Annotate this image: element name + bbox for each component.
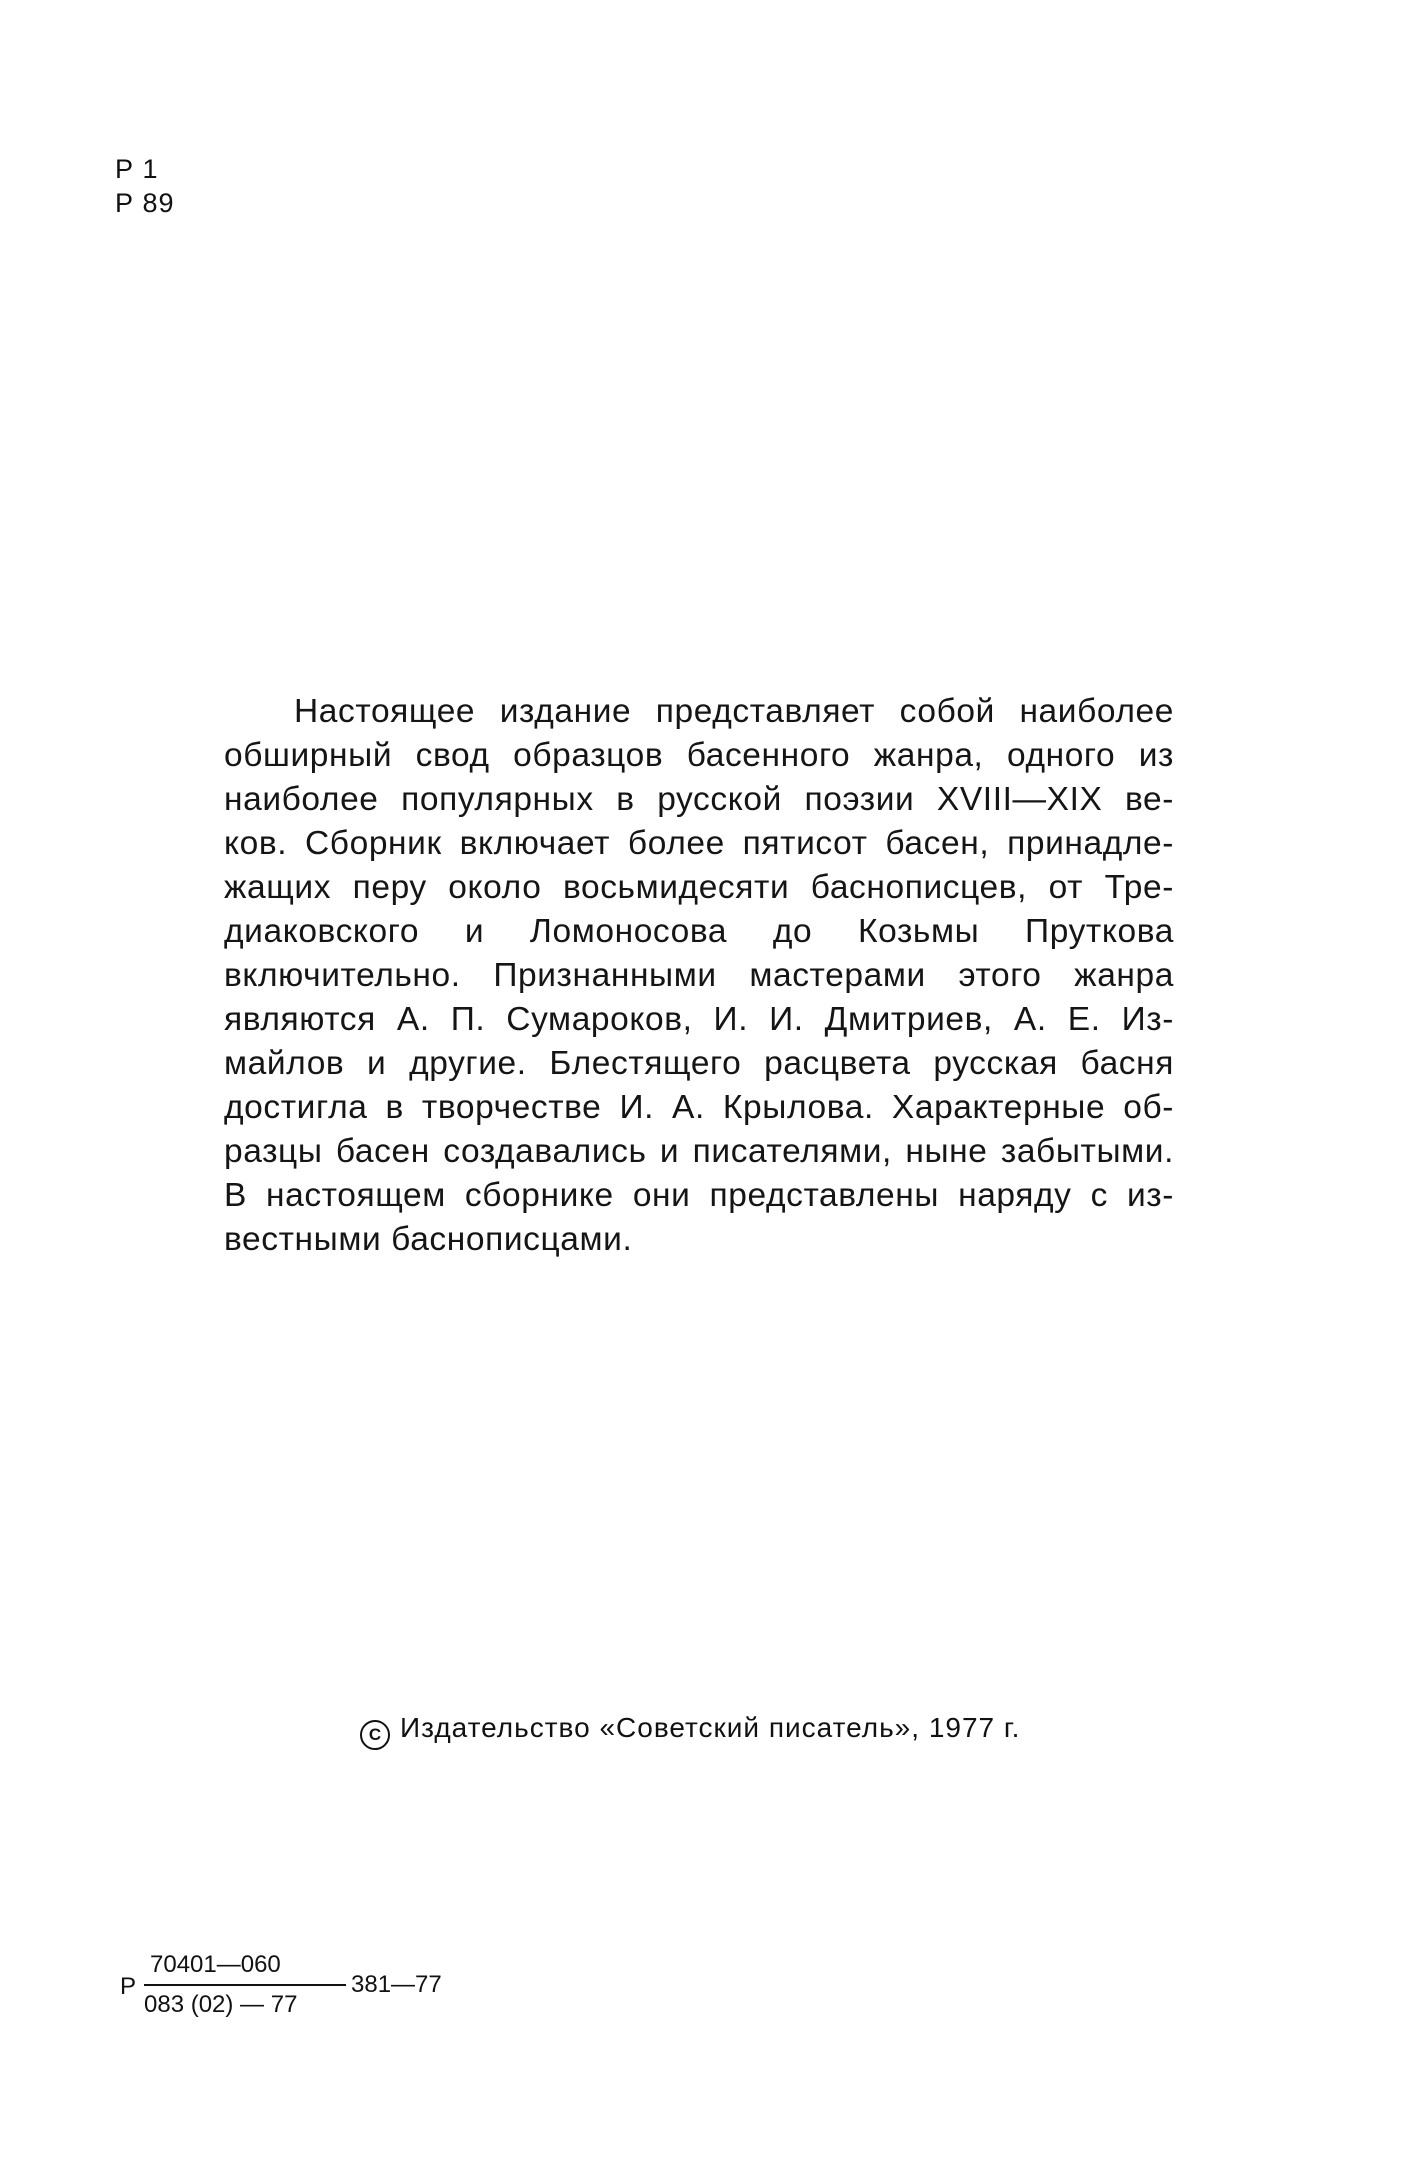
- udk-classification: [115, 152, 175, 220]
- copyright-icon: C: [360, 1720, 390, 1750]
- annotation-line: вестными баснописцами.: [224, 1221, 633, 1258]
- fraction-bar: [144, 1984, 346, 1986]
- annotation-line: обширный свод образцов басенного жанра, одного из: [224, 737, 1174, 774]
- annotation-line: жащих перу около восьмидесяти баснописцев, от Тре-: [224, 869, 1174, 906]
- copyright-notice: [360, 1710, 1020, 1750]
- copyright-text: Издательство «Советский писатель», 1977 г.: [400, 1712, 1021, 1743]
- annotation-line: наиболее популярных в русской поэзии XVIII—XIX ве-: [224, 781, 1174, 818]
- annotation-line: являются А. П. Сумароков, И. И. Дмитриев, А. Е. Из-: [224, 1001, 1174, 1038]
- index-numerator: 70401—060: [150, 1951, 281, 1978]
- index-suffix: 381—77: [351, 1971, 442, 1998]
- annotation-line: разцы басен создавались и писателями, ныне забытыми.: [224, 1133, 1174, 1170]
- annotation-line: достигла в творчестве И. А. Крылова. Характерные об-: [224, 1089, 1174, 1126]
- annotation-line: Настоящее издание представляет собой наиболее: [294, 693, 1174, 730]
- book-annotation: [224, 690, 1174, 1262]
- udk-line-1: Р 1: [115, 154, 159, 184]
- annotation-line: диаковского и Ломоносова до Козьмы Пруткова: [224, 913, 1174, 950]
- annotation-line: В настоящем сборнике они представлены наряду с из-: [224, 1177, 1174, 1214]
- annotation-line: майлов и другие. Блестящего расцвета русская басня: [224, 1045, 1174, 1082]
- index-letter: Р: [120, 1973, 137, 2000]
- udk-line-2: Р 89: [115, 188, 175, 218]
- index-denominator: 083 (02) — 77: [144, 1991, 298, 2018]
- annotation-line: включительно. Признанными мастерами этого жанра: [224, 957, 1174, 994]
- annotation-line: ков. Сборник включает более пятисот басен, принадле-: [224, 825, 1174, 862]
